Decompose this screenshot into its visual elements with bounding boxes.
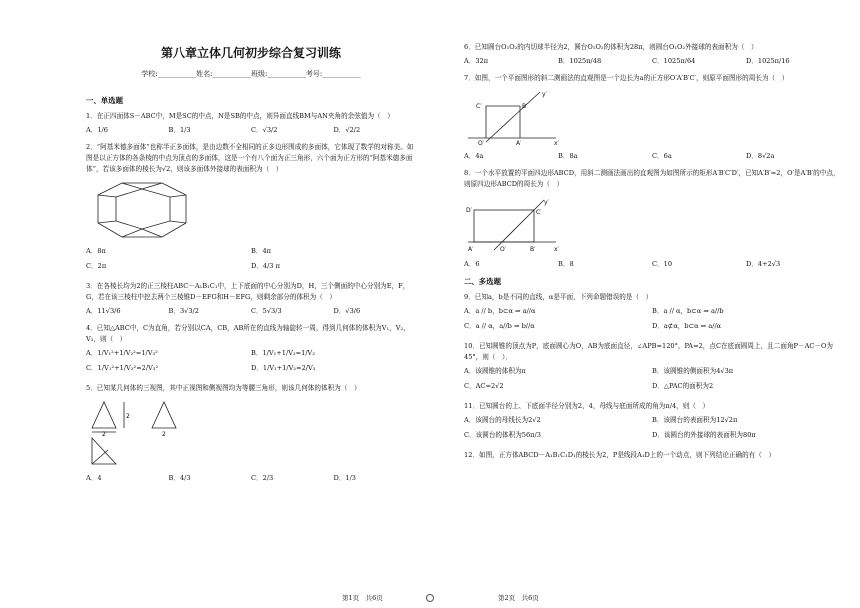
option: A．32π — [464, 57, 489, 65]
page-title: 第八章立体几何初步综合复习训练 — [160, 46, 341, 60]
question-10-options — [464, 366, 840, 396]
option: B．1025π/48 — [558, 57, 602, 65]
question-7-options — [464, 151, 840, 162]
option: D．4/3 π — [251, 262, 280, 270]
option: D．1025π/16 — [746, 57, 790, 65]
three-view-figure — [86, 398, 206, 468]
question-7: 7．如图，一个平面图形的斜二测画法的直观图是一个边长为a的正方形O′A′B′C′，则原平面图形的周长为（ ） — [464, 74, 789, 82]
option: D．1/V₁+1/V₂=2/V₃ — [251, 364, 316, 372]
student-info-line: 学校:___________姓名:___________班级:___________考号:___________ — [141, 70, 361, 78]
option: C．2π — [86, 262, 107, 270]
option: B．4/3 — [168, 474, 191, 482]
option: A．4a — [464, 152, 484, 160]
point-label: O′ — [500, 246, 507, 253]
axis-label: y′ — [544, 199, 549, 206]
question-1-options — [86, 125, 416, 136]
option: B．1/V₁+1/V₂=1/V₃ — [251, 349, 315, 357]
option: C．10 — [652, 260, 673, 268]
dimension-label: 2 — [102, 431, 106, 438]
option: A．4 — [86, 474, 102, 482]
option: B．1/3 — [168, 126, 191, 134]
option: B．该圆锥的侧面积为4√3π — [652, 367, 734, 375]
option: D．△PAC的面积为2 — [652, 382, 714, 390]
archimedean-polyhedron-figure — [86, 179, 196, 241]
question-2: 2．“阿基米德多面体”也称半正多面体，是由边数不全相同的正多边形围成的多面体，它体现了数学的对称美。如图是以正方体的各条棱的中点为顶点的多面体，这是一个有八个面为正三角形，六个面为正方形的“阿基米德多面体”，若该多面体的棱长为√2，则该多面体外接球的表面积为（ ） — [86, 143, 414, 173]
question-8: 8．一个水平放置的平面四边形ABCD，用斜二测画法画出的直观图为如图所示的矩形A′B′C′D′，已知A′B′=2，O′是A′B′的中点，则原四边形ABCD的周长为（ ） — [464, 169, 840, 188]
axis-label: y′ — [542, 91, 547, 98]
option: D．√2/2 — [333, 126, 361, 134]
option: B．该圆台的表面积为12√2π — [652, 416, 738, 424]
page-number-left: 第1页 共6页 — [342, 594, 383, 602]
option: A．该圆锥的体积为π — [464, 367, 526, 375]
option: D．4+2√3 — [746, 260, 781, 268]
dimension-label: 2 — [126, 413, 130, 420]
option: A．8π — [86, 247, 106, 255]
option: C．a // α，a//b ⇒ b//α — [464, 322, 535, 330]
point-label: B′ — [522, 103, 528, 110]
question-9-options — [464, 306, 840, 336]
question-4: 4．已知△ABC中，C为直角，若分别以CA，CB，AB所在的直线为轴旋转一周，得到几何体的体积为V₁，V₂，V₃，则（ ） — [86, 324, 410, 343]
point-label: A′ — [468, 246, 474, 253]
option: B．a // α，b⊂α ⇒ a//b — [652, 307, 724, 315]
option: A．1/V₁²+1/V₂²=1/V₃² — [86, 349, 158, 357]
point-label: O′ — [478, 140, 485, 146]
question-11-options — [464, 415, 840, 445]
option: A．1/6 — [86, 126, 108, 134]
option: C．5√3/3 — [251, 307, 282, 315]
question-9: 9．已知a，b是不同的直线，α是平面，下列命题错误的是（ ） — [464, 293, 653, 301]
option: A．a // b，b⊂α ⇒ a//α — [464, 307, 536, 315]
question-10: 10．已知圆锥的顶点为P，底面圆心为O，AB为底面直径，∠APB=120°，PA=2，点C在底面圆周上，且二面角P－AC－O为45°，则（ ）． — [464, 342, 833, 361]
question-5-options — [86, 473, 416, 484]
question-6: 6．已知圆台O₁O₂的内切球半径为2，圆台O₁O₂的体积为28π，则圆台O₁O₂外接球的表面积为（ ） — [464, 43, 758, 51]
option: D．8√2a — [746, 152, 775, 160]
point-label: B′ — [530, 246, 536, 253]
option: A．该圆台的母线长为2√2 — [464, 416, 541, 424]
question-2-options — [86, 246, 416, 276]
section-single-choice: 一、单选题 — [86, 96, 123, 105]
oblique-rectangle-figure — [464, 194, 564, 254]
option: B．8a — [558, 152, 578, 160]
question-12: 12．如图，正方体ABCD－A₁B₁C₁D₁的棱长为2，P是线段A₁D上的一个动点，则下列结论正确的有（ ） — [464, 451, 776, 459]
point-label: A′ — [516, 140, 522, 146]
question-3: 3．在各棱长均为2的正三棱柱ABC－A₁B₁C₁中，上下底面的中心分别为D，H，三个侧面的中心分别为E，F，G，若在该三棱柱中挖去两个三棱锥D－EFG和H－EFG，则剩余部分的体积为（ ） — [86, 282, 410, 301]
option: B．8 — [558, 260, 574, 268]
question-5: 5．已知某几何体的三视图，其中正视图和侧视图均为等腰三角形，则该几何体的体积为（ ） — [86, 384, 361, 392]
right-page — [430, 0, 860, 608]
axis-label: x′ — [554, 140, 559, 146]
question-6-options — [464, 56, 840, 67]
question-1: 1．在正四面体S－ABC中，M是SC的中点，N是SB的中点，则异面直线BM与AN夹角的余弦值为（ ） — [86, 112, 394, 120]
question-8-options — [464, 259, 840, 270]
point-label: C′ — [536, 209, 542, 216]
option: A．11√3/6 — [86, 307, 121, 315]
option: D．a⊄α，b⊂α ⇒ a//α — [652, 322, 722, 330]
option: D．1/3 — [333, 474, 356, 482]
question-3-options — [86, 306, 416, 317]
option: C．AC=2√2 — [464, 382, 504, 390]
option: B．4π — [251, 247, 271, 255]
option: D．√3/6 — [333, 307, 361, 315]
question-11: 11．已知圆台的上、下底面半径分别为2，4，母线与底面所成的角为π/4，则（ ） — [464, 402, 710, 410]
option: C．6a — [652, 152, 672, 160]
axis-label: x′ — [554, 246, 559, 253]
binding-circle-icon — [426, 594, 434, 602]
page-number-right: 第2页 共6页 — [498, 594, 539, 602]
option: C．√3/2 — [251, 126, 278, 134]
option: C．该圆台的体积为56π/3 — [464, 431, 541, 439]
oblique-square-figure — [464, 88, 564, 146]
option: B．3√3/2 — [168, 307, 199, 315]
option: D．该圆台的外接球的表面积为80π — [652, 431, 756, 439]
option: C．1/V₁²+1/V₂²=2/V₃² — [86, 364, 159, 372]
option: C．2/3 — [251, 474, 274, 482]
question-4-options — [86, 348, 416, 378]
option: A．6 — [464, 260, 480, 268]
option: C．1025π/64 — [652, 57, 696, 65]
dimension-label: 2 — [162, 431, 166, 438]
point-label: C′ — [476, 103, 482, 110]
section-multi-choice: 二、多选题 — [464, 277, 501, 286]
point-label: D′ — [466, 207, 472, 214]
